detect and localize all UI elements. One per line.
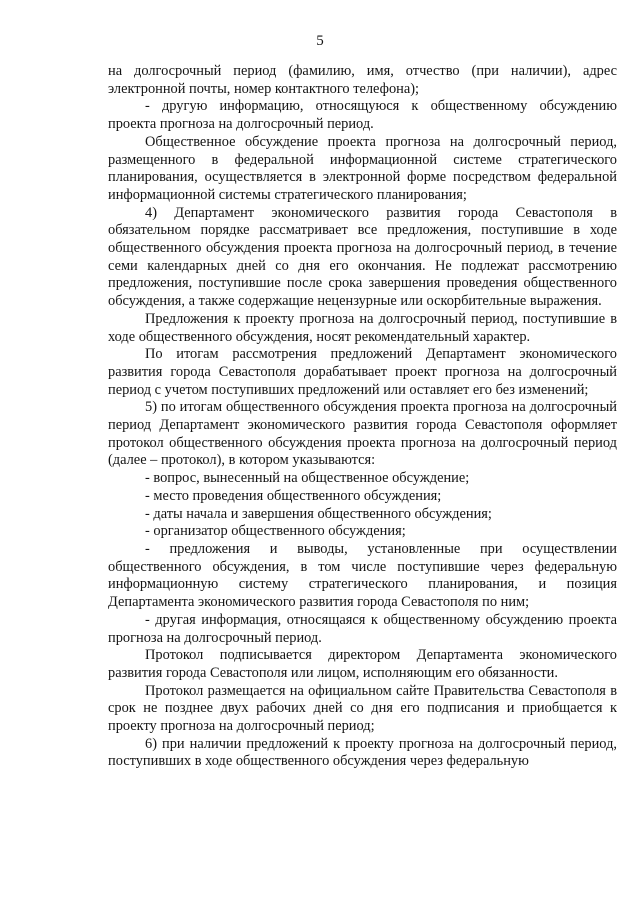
list-item-3: - даты начала и завершения общественного обсуждения; — [145, 505, 492, 522]
paragraph-10: 6) при наличии предложений к проекту прогноза на долгосрочный период, поступивших в ходе общественного обсуждения через федеральную — [108, 735, 617, 770]
paragraph-1: на долгосрочный период (фамилию, имя, отчество (при наличии), адрес электронной почты, номер контактного телефона); — [108, 63, 617, 97]
list-item-4: - организатор общественного обсуждения; — [145, 523, 406, 540]
list-item-6: - другая информация, относящаяся к общественному обсуждению проекта прогноза на долгосрочный период. — [108, 611, 617, 646]
paragraph-4: 4) Департамент экономического развития города Севастополя в обязательном порядке рассматривает все предложения, поступившие в ходе общественного обсуждения проекта прогноза на долгосрочный период, в течение семи календарных дней со дня его окончания. Не подлежат рассмотрению предложения, поступившие после срока завершения проведения общественного обсуждения, а также содержащие нецензурные или оскорбительные выражения. — [108, 204, 617, 310]
paragraph-3: Общественное обсуждение проекта прогноза на долгосрочный период, размещенного в федеральной информационной системе стратегического планирования, осуществляется в электронной форме посредством федеральной информационной системы стратегического планирования; — [108, 133, 617, 203]
paragraph-8: Протокол подписывается директором Департамента экономического развития города Севастополя или лицом, исполняющим его обязанности. — [108, 647, 617, 681]
list-item-5: - предложения и выводы, установленные при осуществлении общественного обсуждения, в том числе поступившие через федеральную информационную систему стратегического планирования, и позиция Департамента экономического развития города Севастополя по ним; — [108, 540, 617, 611]
paragraph-9: Протокол размещается на официальном сайте Правительства Севастополя в срок не позднее двух рабочих дней со дня его подписания и приобщается к проекту прогноза на долгосрочный период; — [108, 682, 617, 735]
paragraph-6: По итогам рассмотрения предложений Департамент экономического развития города Севастополя дорабатывает проект прогноза на долгосрочный период с учетом поступивших предложений или оставляет его без изменений; — [108, 346, 617, 398]
paragraph-2: - другую информацию, относящуюся к общественному обсуждению проекта прогноза на долгосрочный период. — [108, 98, 617, 133]
page-number: 5 — [316, 33, 324, 49]
paragraph-5: Предложения к проекту прогноза на долгосрочный период, поступившие в ходе общественного обсуждения, носят рекомендательный характер. — [108, 310, 617, 345]
list-item-1: - вопрос, вынесенный на общественное обсуждение; — [145, 470, 470, 487]
document-body — [108, 63, 617, 771]
paragraph-7: 5) по итогам общественного обсуждения проекта прогноза на долгосрочный период Департамент экономического развития города Севастополя оформляет протокол общественного обсуждения проекта прогноза на долгосрочный период (далее – протокол), в котором указываются: — [108, 399, 617, 469]
list-item-2: - место проведения общественного обсуждения; — [145, 487, 442, 504]
